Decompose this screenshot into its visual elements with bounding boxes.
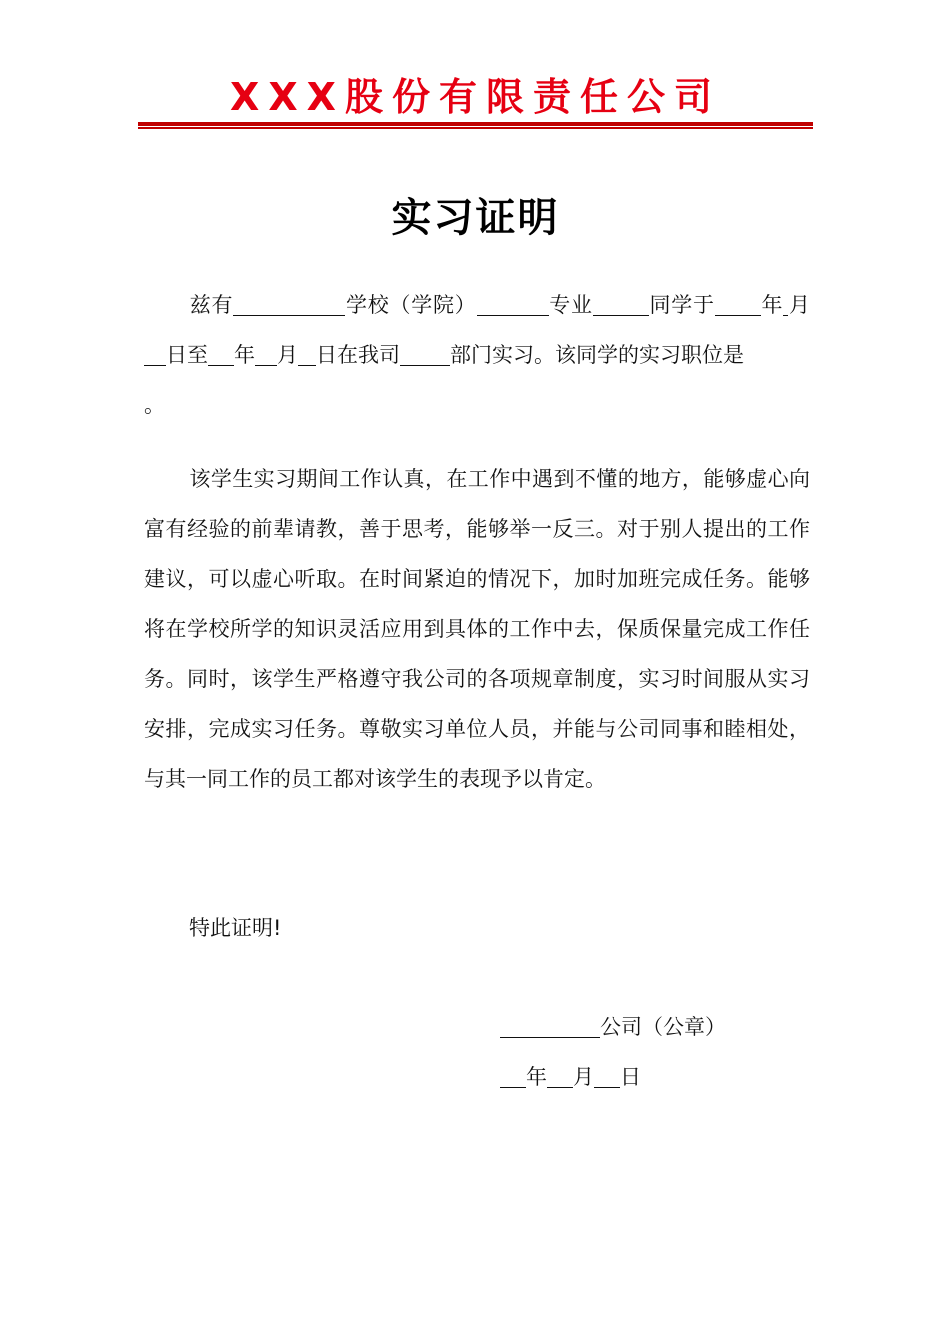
signature-date-line	[500, 1052, 641, 1102]
text-segment: 月	[788, 293, 810, 317]
company-name-header: XXX股份有限责任公司	[230, 75, 721, 119]
date-year-label: 年	[526, 1065, 547, 1089]
blank-end-month	[255, 343, 277, 366]
header-rule	[138, 122, 813, 126]
text-segment: 学校（学院）	[345, 293, 477, 317]
closing-statement: 特此证明!	[189, 916, 282, 940]
paragraph-evaluation	[144, 454, 810, 804]
blank-end-day	[298, 343, 316, 366]
blank-start-day	[144, 343, 166, 366]
text-segment: 同学于	[648, 293, 715, 317]
text-segment: 月	[277, 343, 298, 367]
blank-student-name	[593, 293, 649, 316]
date-day-label: 日	[620, 1065, 641, 1089]
text-segment: 年	[760, 293, 784, 317]
blank-major	[477, 293, 549, 316]
text-segment: 日至	[166, 343, 208, 367]
blank-school	[233, 293, 345, 316]
text-segment: 部门实习。该同学的实习职位是	[450, 343, 744, 367]
text-segment: 兹有	[189, 293, 234, 317]
text-segment: 专业	[548, 293, 593, 317]
text-segment: 日在我司	[316, 343, 400, 367]
blank-department	[400, 343, 450, 366]
header-rule-thin	[138, 127, 813, 129]
signature-company-line	[500, 1002, 726, 1052]
text-segment: 。	[144, 393, 165, 417]
text-segment: 年	[234, 343, 255, 367]
company-seal-label: 公司（公章）	[600, 1015, 726, 1039]
blank-end-year	[208, 343, 234, 366]
blank-company-name	[500, 1015, 600, 1038]
date-month-label: 月	[573, 1065, 594, 1089]
document-title: 实习证明	[391, 195, 560, 241]
blank-start-year	[715, 293, 761, 316]
blank-sign-day	[594, 1065, 620, 1088]
blank-sign-month	[547, 1065, 573, 1088]
paragraph-intern-details	[144, 280, 810, 430]
evaluation-text: 该学生实习期间工作认真，在工作中遇到不懂的地方，能够虚心向富有经验的前辈请教，善于思考，能够举一反三。对于别人提出的工作建议，可以虚心听取。在时间紧迫的情况下，加时加班完成任务。能够将在学校所学的知识灵活应用到具体的工作中去，保质保量完成工作任务。同时，该学生严格遵守我公司的各项规章制度，实习时间服从实习安排，完成实习任务。尊敬实习单位人员，并能与公司同事和睦相处，与其一同工作的员工都对该学生的表现予以肯定。	[144, 467, 810, 791]
blank-sign-year	[500, 1065, 526, 1088]
